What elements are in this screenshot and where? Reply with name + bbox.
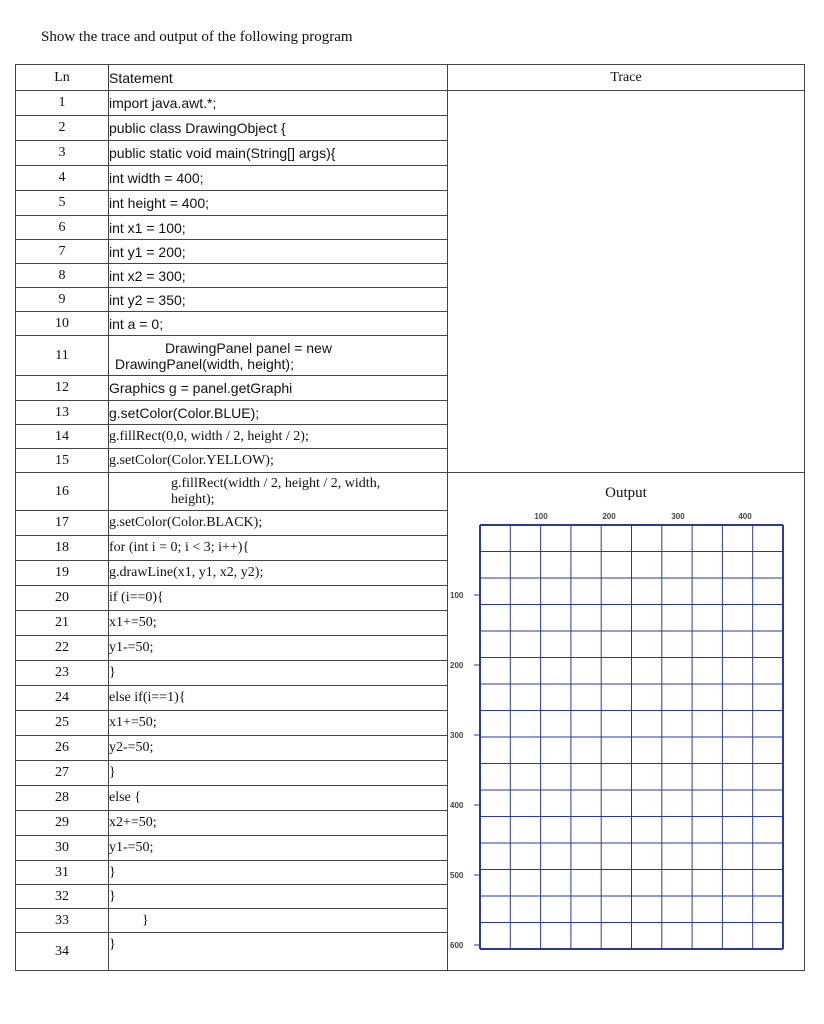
x-tick-label: 100	[534, 512, 548, 521]
line-number: 12	[16, 376, 109, 401]
statement-cell: g.fillRect(0,0, width / 2, height / 2);	[109, 425, 448, 449]
statement-cell: }	[109, 761, 448, 786]
line-number: 6	[16, 216, 109, 240]
line-number: 7	[16, 240, 109, 264]
y-tick-label: 400	[450, 801, 464, 810]
line-number: 10	[16, 312, 109, 336]
x-tick-label: 400	[738, 512, 752, 521]
statement-cell: y1-=50;	[109, 836, 448, 861]
line-number: 21	[16, 611, 109, 636]
line-number: 30	[16, 836, 109, 861]
line-number: 29	[16, 811, 109, 836]
line-number: 20	[16, 586, 109, 611]
line-number: 25	[16, 711, 109, 736]
line-number: 8	[16, 264, 109, 288]
statement-cell: int y2 = 350;	[109, 288, 448, 312]
output-area	[448, 473, 805, 971]
statement-line: DrawingPanel(width, height);	[115, 355, 294, 372]
page-title: Show the trace and output of the following program	[41, 29, 353, 45]
x-tick-label: 300	[671, 512, 685, 521]
statement-cell: g.drawLine(x1, y1, x2, y2);	[109, 561, 448, 586]
line-number: 4	[16, 166, 109, 191]
x-tick-label: 200	[602, 512, 616, 521]
line-number: 16	[16, 473, 109, 511]
line-number: 24	[16, 686, 109, 711]
y-tick-label: 200	[450, 661, 464, 670]
statement-cell: int height = 400;	[109, 191, 448, 216]
y-tick-label: 600	[450, 941, 464, 950]
statement-cell: g.setColor(Color.BLUE);	[109, 401, 448, 425]
output-grid[interactable]	[448, 509, 805, 961]
line-number: 3	[16, 141, 109, 166]
statement-cell: import java.awt.*;	[109, 91, 448, 116]
y-tick-label: 100	[450, 591, 464, 600]
statement-cell: int a = 0;	[109, 312, 448, 336]
statement-cell: public class DrawingObject {	[109, 116, 448, 141]
line-number: 2	[16, 116, 109, 141]
line-number: 17	[16, 511, 109, 536]
statement-cell: int x2 = 300;	[109, 264, 448, 288]
line-number: 11	[16, 336, 109, 376]
statement-cell: }	[109, 861, 448, 885]
output-grid-wrap[interactable]	[448, 509, 805, 961]
statement-cell: x1+=50;	[109, 711, 448, 736]
y-tick-label: 500	[450, 871, 464, 880]
statement-cell: y2-=50;	[109, 736, 448, 761]
statement-cell: int x1 = 100;	[109, 216, 448, 240]
statement-cell: if (i==0){	[109, 586, 448, 611]
line-number: 22	[16, 636, 109, 661]
statement-cell: g.setColor(Color.BLACK);	[109, 511, 448, 536]
statement-cell: Graphics g = panel.getGraphi	[109, 376, 448, 401]
line-number: 26	[16, 736, 109, 761]
statement-cell	[109, 336, 448, 376]
line-number: 23	[16, 661, 109, 686]
statement-cell: else if(i==1){	[109, 686, 448, 711]
line-number: 32	[16, 885, 109, 909]
statement-cell: }	[109, 909, 448, 933]
statement-cell: int width = 400;	[109, 166, 448, 191]
line-number: 28	[16, 786, 109, 811]
statement-cell: }	[109, 885, 448, 909]
statement-cell: x2+=50;	[109, 811, 448, 836]
line-number: 19	[16, 561, 109, 586]
statement-header: Statement	[109, 65, 448, 91]
output-label: Output	[605, 485, 647, 501]
line-number: 1	[16, 91, 109, 116]
header-row	[16, 65, 805, 91]
line-number: 34	[16, 933, 109, 971]
line-number: 33	[16, 909, 109, 933]
line-number: 14	[16, 425, 109, 449]
line-number: 5	[16, 191, 109, 216]
line-number: 31	[16, 861, 109, 885]
statement-cell: }	[109, 661, 448, 686]
y-tick-label: 300	[450, 731, 464, 740]
table-row	[16, 473, 805, 511]
statement-cell	[109, 473, 448, 511]
trace-table	[15, 64, 805, 971]
trace-area[interactable]	[448, 91, 805, 473]
statement-line: g.fillRect(width / 2, height / 2, width,	[171, 475, 381, 491]
statement-line: DrawingPanel panel = new	[165, 339, 332, 356]
statement-line: height);	[171, 491, 215, 507]
line-number: 15	[16, 449, 109, 473]
line-number: 13	[16, 401, 109, 425]
table-row	[16, 91, 805, 116]
trace-header: Trace	[448, 65, 805, 91]
statement-cell: g.setColor(Color.YELLOW);	[109, 449, 448, 473]
statement-cell: y1-=50;	[109, 636, 448, 661]
line-number: 27	[16, 761, 109, 786]
ln-header: Ln	[16, 65, 109, 91]
statement-cell: else {	[109, 786, 448, 811]
statement-cell: }	[109, 933, 448, 971]
statement-cell: x1+=50;	[109, 611, 448, 636]
statement-cell: public static void main(String[] args){	[109, 141, 448, 166]
line-number: 9	[16, 288, 109, 312]
statement-cell: for (int i = 0; i < 3; i++){	[109, 536, 448, 561]
statement-cell: int y1 = 200;	[109, 240, 448, 264]
line-number: 18	[16, 536, 109, 561]
